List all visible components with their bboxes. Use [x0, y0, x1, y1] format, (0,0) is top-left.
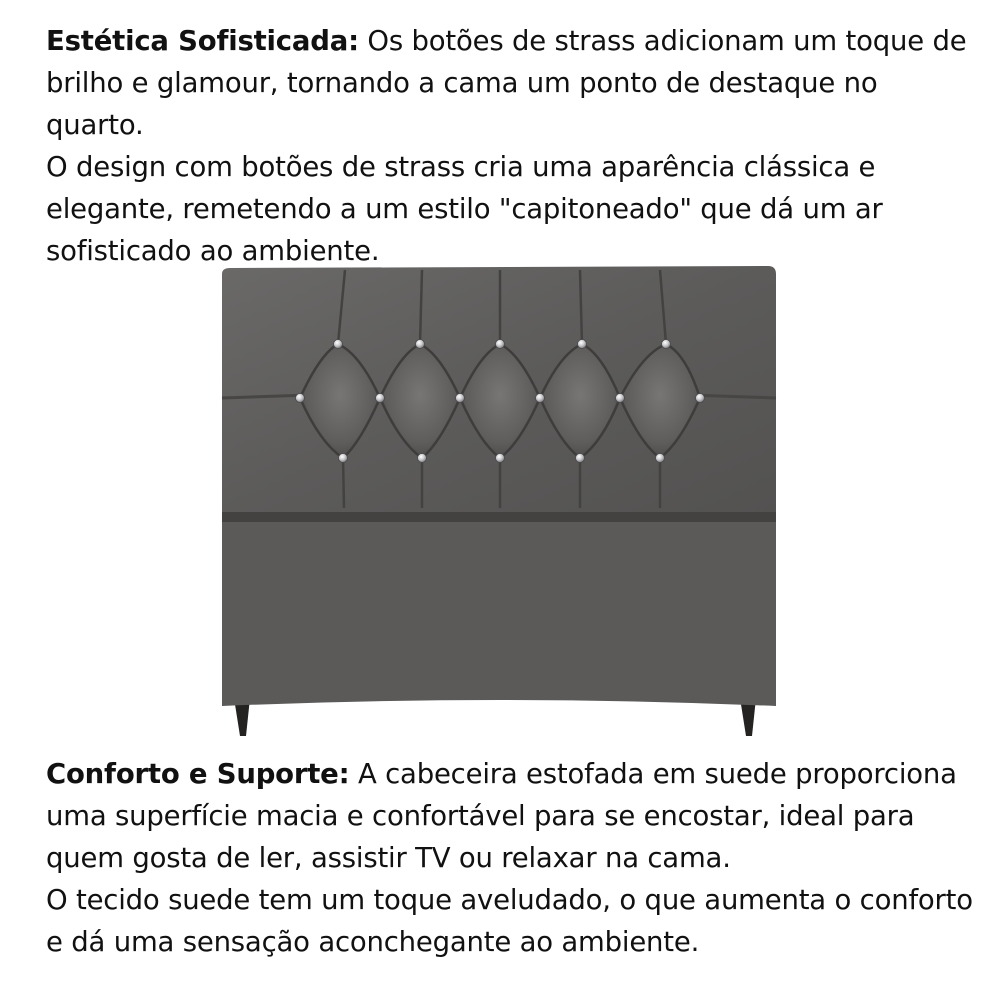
aesthetic-section — [46, 20, 976, 272]
headboard-image — [210, 258, 790, 742]
comfort-heading: Conforto e Suporte: — [46, 758, 350, 790]
comfort-paragraph-1 — [46, 753, 976, 879]
aesthetic-text-2: O design com botões de strass cria uma aparência clássica e elegante, remetendo a um estilo "capitoneado" que dá um ar sofisticado ao ambiente. — [46, 151, 883, 267]
comfort-section — [46, 753, 976, 963]
comfort-text-2: O tecido suede tem um toque aveludado, o que aumenta o conforto e dá uma sensação aconchegante ao ambiente. — [46, 884, 973, 958]
aesthetic-text-1: Os botões de strass adicionam um toque de brilho e glamour, tornando a cama um ponto de destaque no quarto. — [46, 25, 967, 141]
headboard-lower-panel — [222, 516, 776, 706]
aesthetic-heading: Estética Sofisticada: — [46, 25, 359, 57]
aesthetic-paragraph-1 — [46, 20, 976, 146]
comfort-text-1: A cabeceira estofada em suede proporciona uma superfície macia e confortável para se encostar, ideal para quem gosta de ler, assistir TV ou relaxar na cama. — [46, 758, 957, 874]
